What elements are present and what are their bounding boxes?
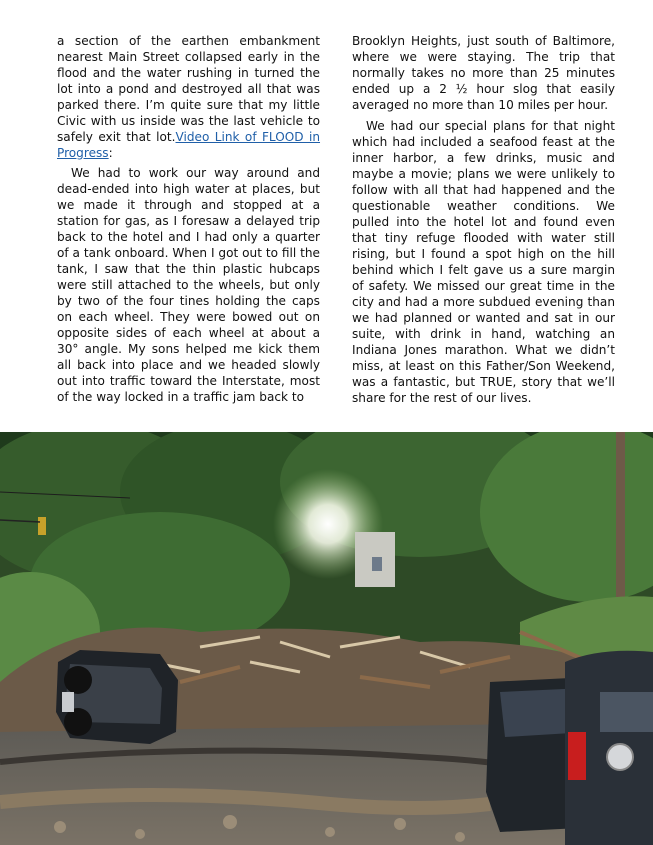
paragraph: We had our special plans for that night which had included a seafood feast at the inner harbor, a few drinks, music and maybe a movie; plans we were unlikely to follow with all that had happened and the questionable weather conditions. We pulled into the hotel lot and found even that tiny refuge flooded with water still rising, but I found a spot high on the hill behind which I felt gave us a sure margin of safety. We missed our great time in the city and had a more subdued evening than we had planned or wanted and sat in our suite, with drink in hand, watching an Indiana Jones marathon. What we didn’t miss, at least on this Father/Son Weekend, was a fantastic, but TRUE, story that we’ll share for the rest of our lives. [352,119,615,405]
article-text [57,33,615,413]
video-link[interactable]: Video Link of FLOOD in Progress [57,130,321,160]
right-column [352,33,615,413]
paragraph: Brooklyn Heights, just south of Baltimore, where we were staying. The trip that normally takes no more than 25 minutes ended up a 2 ½ hour slog that easily averaged no more than 10 miles per hour. [352,34,615,112]
flood-photo-illustration [0,432,653,845]
link-colon: : [108,146,113,160]
overturned-car [56,650,178,744]
paragraph [57,33,320,161]
car-emblem-icon [607,744,633,770]
flood-photo [0,432,653,845]
traffic-signal-icon [38,517,46,535]
left-column [57,33,320,413]
paragraph: We had to work our way around and dead-ended into high water at places, but we made it through and stopped at a station for gas, as I foresaw a delayed trip back to the hotel and I had only a quarter of a tank onboard. When I got out to fill the tank, I saw that the thin plastic hubcaps were still attached to the wheels, but only by two of the four tines holding the caps on each wheel. They were bowed out on opposite sides of each wheel at about a 30° angle. My sons helped me kick them all back into place and we headed slowly out into traffic toward the Interstate, most of the way locked in a traffic jam back to [57,166,320,404]
paragraph-text: a section of the earthen embankment nearest Main Street collapsed early in the flood and the water rushing in turned the lot into a pond and destroyed all that was parked there. I’m quite sure that my little Civic with us inside was the last vehicle to safely exit that lot. [57,34,320,144]
tail-light [568,732,586,780]
